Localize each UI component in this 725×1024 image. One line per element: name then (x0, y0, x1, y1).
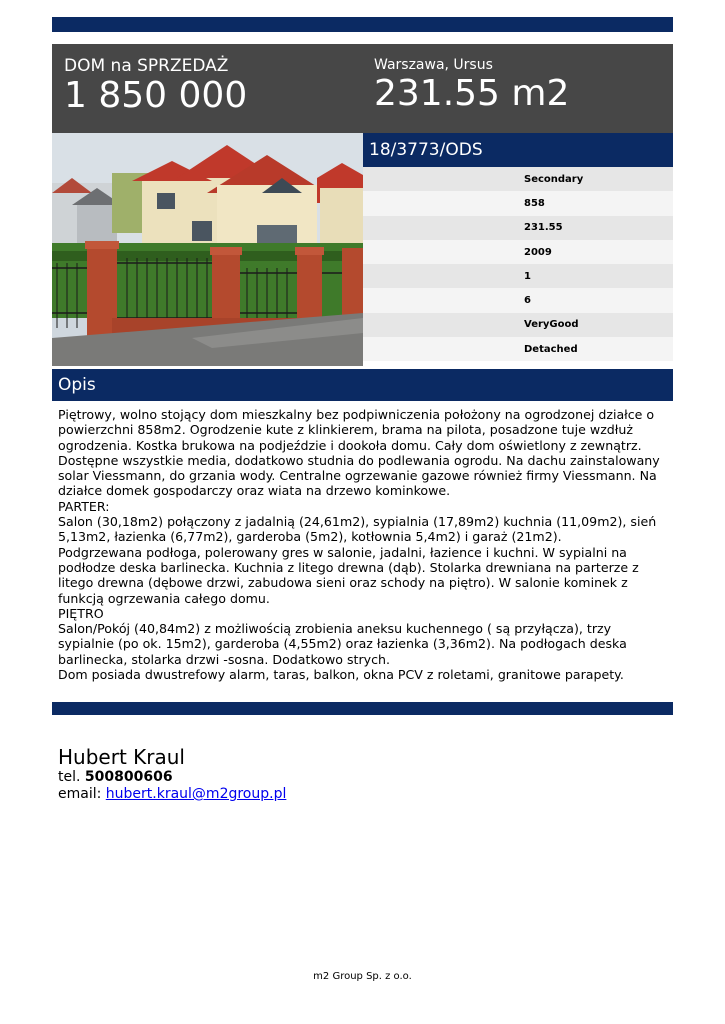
attribute-value: 231.55 (524, 222, 563, 234)
agent-email-line (58, 786, 286, 803)
email-label: email: (58, 786, 102, 802)
attribute-value: VeryGood (524, 319, 579, 331)
footer-company: m2 Group Sp. z o.o. (313, 971, 412, 982)
reference-number: 18/3773/ODS (369, 140, 483, 160)
description-title: Opis (58, 375, 96, 395)
attribute-row (363, 191, 673, 215)
attribute-value: Secondary (524, 173, 584, 185)
listing-header (52, 44, 673, 133)
attribute-row (363, 216, 673, 240)
attribute-value: 1 (524, 270, 531, 282)
top-accent-bar (52, 17, 673, 32)
attribute-row (363, 337, 673, 361)
attribute-value: 858 (524, 197, 545, 209)
house-photo-illustration (52, 133, 363, 366)
email-link[interactable]: hubert.kraul@m2group.pl (105, 786, 287, 802)
description-paragraph: PIĘTRO (58, 605, 104, 621)
attribute-row (363, 313, 673, 337)
description-paragraph: Salon (30,18m2) połączony z jadalnią (24,61m2), sypialnia (17,89m2) kuchnia (11,09m2), sień 5,13m2, łazienka (6,77m2), garderoba (5m2), kotłownia 5,4m2) i garaż (21m2). (58, 514, 657, 545)
bottom-accent-bar (52, 702, 673, 715)
agent-phone-line (58, 769, 286, 786)
phone-number: 500800606 (84, 769, 173, 785)
reference-bar (363, 133, 673, 167)
header-left (64, 56, 247, 118)
description-header (52, 369, 673, 401)
description-paragraph: Salon/Pokój (40,84m2) z możliwością zrobienia aneksu kuchennego ( są przyłącza), trzy sypialnie (po ok. 15m2), garderoba (4,55m2) oraz łazienka (3,36m2). Na podłogach deska barlinecka, stolarka drzwi -sosna. Dodatkowo strych. (58, 621, 627, 667)
listing-type: DOM na SPRZEDAŻ (64, 56, 229, 76)
area: 231.55 m2 (374, 73, 570, 114)
description-paragraph: Podgrzewana podłoga, polerowany gres w salonie, jadalni, łazience i kuchni. W sypialni na podłodze deska barlinecka. Kuchnia z litego drewna (dąb). Stolarka drewniana na parterze z litego drewna (dębowe drzwi, zabudowa sieni oraz schody na piętro). W salonie kominek z funkcją ogrzewania całego domu. (58, 544, 639, 606)
attribute-row (363, 264, 673, 288)
property-photo (52, 133, 363, 366)
attribute-row (363, 167, 673, 191)
price: 1 850 000 (64, 75, 248, 116)
attribute-value: 2009 (524, 246, 552, 258)
description-body (58, 407, 670, 682)
attribute-value: Detached (524, 343, 578, 355)
description-paragraph: PARTER: (58, 498, 110, 514)
agent-name: Hubert Kraul (58, 745, 185, 769)
location: Warszawa, Ursus (374, 57, 493, 73)
phone-label: tel. (58, 769, 81, 785)
agent-contact (58, 745, 286, 803)
header-right (374, 56, 569, 116)
description-paragraph: Piętrowy, wolno stojący dom mieszkalny bez podpiwniczenia położony na ogrodzonej działce o powierzchni 858m2. Ogrodzenie kute z klinkierem, brama na pilota, posadzone tuje wzdłuż ogrodzenia. Kostka brukowa na podjeździe i dookoła domu. Cały dom oświetlony z zewnątrz. Dostępne wszystkie media, dodatkowo studnia do podlewania ogrodu. Na dachu zainstalowany solar Viessmann, do grzania wody. Centralne ogrzewanie gazowe również firmy Viessmann. Na działce domek gospodarczy oraz wiata na drzewo kominkowe. (58, 407, 660, 499)
description-paragraph: Dom posiada dwustrefowy alarm, taras, balkon, okna PCV z roletami, granitowe parapety. (58, 667, 624, 683)
attribute-value: 6 (524, 295, 531, 307)
attribute-row (363, 288, 673, 312)
attributes-table (363, 167, 673, 361)
attribute-row (363, 240, 673, 264)
